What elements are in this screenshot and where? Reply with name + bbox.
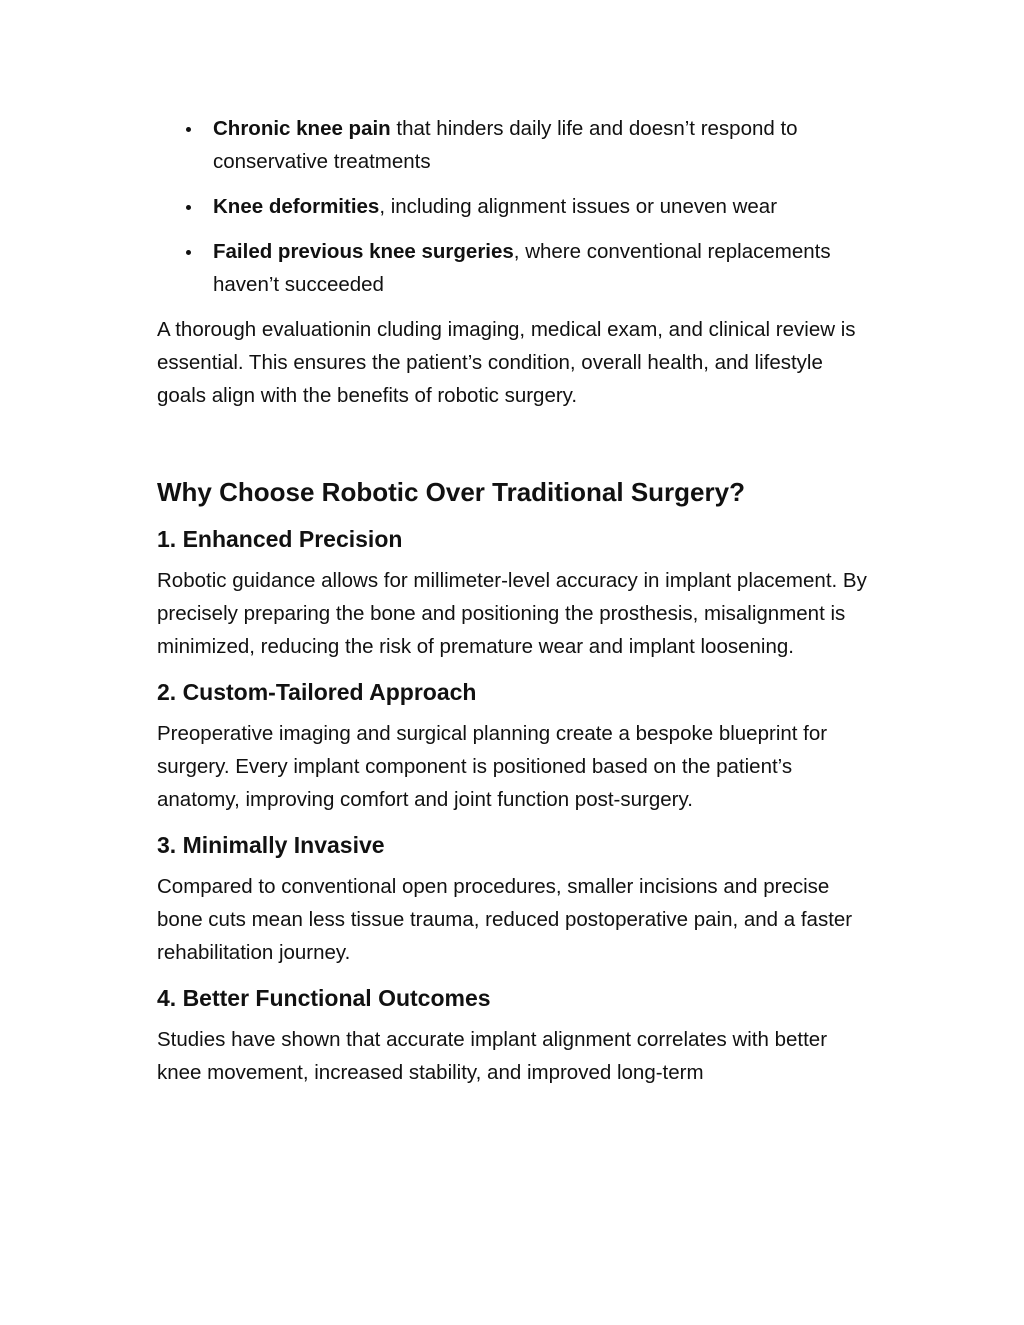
list-item-text: , where conventional replacements haven’t succeeded [213,240,831,296]
section-title: Why Choose Robotic Over Traditional Surgery? [157,477,745,507]
page-content [157,112,869,1089]
subsection-text-custom: Preoperative imaging and surgical planning create a bespoke blueprint for surgery. Every implant component is positioned based on the patient’s anatomy, improving comfort and joint function post-surgery. [157,722,828,811]
list-item [157,112,869,178]
list-item-bold: Knee deformities [213,195,380,218]
criteria-list [157,112,869,301]
subsection-heading-outcomes: 4. Better Functional Outcomes [157,985,491,1011]
bullet-icon [186,250,191,255]
subsection-heading-custom: 2. Custom-Tailored Approach [157,679,477,705]
subsection-text-precision: Robotic guidance allows for millimeter-level accuracy in implant placement. By precisely preparing the bone and positioning the prosthesis, misalignment is minimized, reducing the risk of premature wear and implant loosening. [157,569,867,658]
subsection-heading-minimally-invasive: 3. Minimally Invasive [157,832,385,858]
list-item-text: , including alignment issues or uneven wear [379,195,778,218]
list-item [157,190,869,223]
intro-paragraph: A thorough evaluationin cluding imaging, medical exam, and clinical review is essential. This ensures the patient’s condition, overall health, and lifestyle goals align with the benefits of robotic surgery. [157,318,856,407]
subsection-heading-precision: 1. Enhanced Precision [157,526,403,552]
subsection-text-outcomes: Studies have shown that accurate implant alignment correlates with better knee movement, increased stability, and improved long-term [157,1028,828,1084]
bullet-icon [186,127,191,132]
bullet-icon [186,205,191,210]
list-item-bold: Chronic knee pain [213,117,391,140]
subsection-text-minimally-invasive: Compared to conventional open procedures, smaller incisions and precise bone cuts mean less tissue trauma, reduced postoperative pain, and a faster rehabilitation journey. [157,875,853,964]
list-item-text: that hinders daily life and doesn’t respond to conservative treatments [213,117,798,173]
list-item [157,235,869,301]
list-item-bold: Failed previous knee surgeries [213,240,514,263]
